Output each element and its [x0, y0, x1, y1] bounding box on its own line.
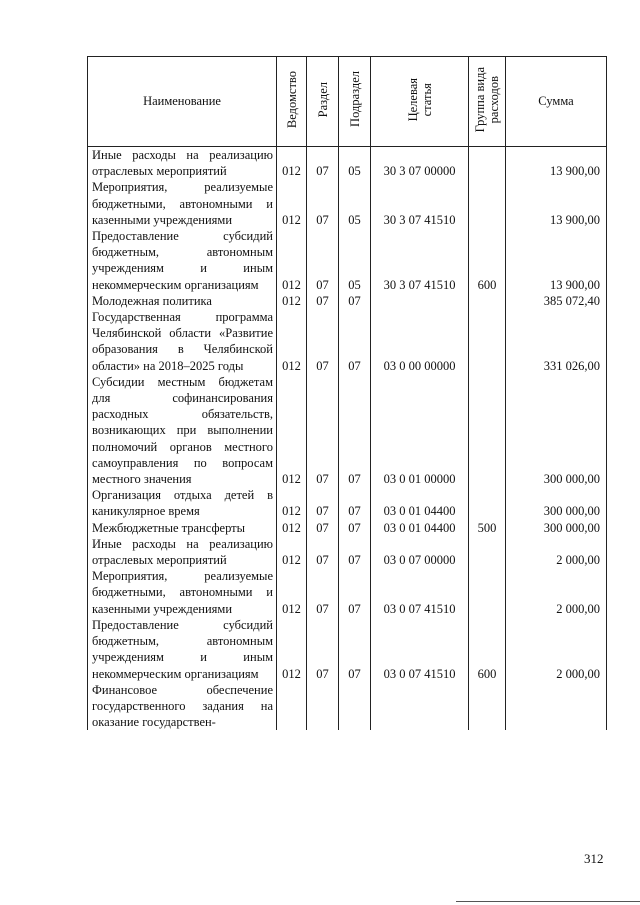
header-expense-type: Группа вида расходов [469, 57, 506, 147]
cell-section [307, 682, 339, 731]
cell-amount: 331 026,00 [506, 309, 607, 374]
cell-name: Субсидии местным бюджетам для софинансирования расходных обязательств, возникающих при выполнении полномочий органов местного самоуправления по вопросам местного значения [88, 374, 277, 487]
cell-section: 07 [307, 536, 339, 568]
cell-subsection: 05 [339, 228, 371, 293]
cell-subsection: 07 [339, 520, 371, 536]
bottom-rule [456, 901, 640, 902]
table-row [88, 228, 607, 293]
cell-target [371, 293, 469, 309]
table-row [88, 179, 607, 228]
cell-target [371, 682, 469, 731]
cell-section: 07 [307, 147, 339, 180]
cell-target: 03 0 00 00000 [371, 309, 469, 374]
table-row [88, 682, 607, 731]
cell-dept: 012 [277, 487, 307, 519]
cell-dept: 012 [277, 374, 307, 487]
table-row [88, 293, 607, 309]
cell-section: 07 [307, 520, 339, 536]
cell-target: 03 0 07 41510 [371, 617, 469, 682]
table-row [88, 568, 607, 617]
cell-section: 07 [307, 228, 339, 293]
cell-expense-type [469, 487, 506, 519]
cell-dept: 012 [277, 568, 307, 617]
cell-dept: 012 [277, 147, 307, 180]
cell-dept: 012 [277, 293, 307, 309]
cell-amount: 2 000,00 [506, 536, 607, 568]
cell-section: 07 [307, 568, 339, 617]
table-row [88, 487, 607, 519]
cell-dept: 012 [277, 536, 307, 568]
cell-name: Иные расходы на реализацию отраслевых мероприятий [88, 147, 277, 180]
cell-dept: 012 [277, 309, 307, 374]
table-row [88, 309, 607, 374]
cell-expense-type [469, 147, 506, 180]
cell-name: Иные расходы на реализацию отраслевых мероприятий [88, 536, 277, 568]
cell-name: Финансовое обеспечение государственного задания на оказание государствен- [88, 682, 277, 731]
cell-subsection: 05 [339, 147, 371, 180]
cell-dept [277, 682, 307, 731]
cell-expense-type [469, 374, 506, 487]
cell-name: Межбюджетные трансферты [88, 520, 277, 536]
cell-subsection: 07 [339, 617, 371, 682]
cell-subsection: 07 [339, 374, 371, 487]
cell-subsection [339, 682, 371, 731]
cell-subsection: 07 [339, 309, 371, 374]
cell-amount: 2 000,00 [506, 617, 607, 682]
cell-expense-type [469, 309, 506, 374]
cell-subsection: 07 [339, 293, 371, 309]
cell-expense-type [469, 179, 506, 228]
cell-name: Мероприятия, реализуемые бюджетными, автономными и казенными учреждениями [88, 568, 277, 617]
cell-expense-type [469, 293, 506, 309]
header-target: Целевая статья [371, 57, 469, 147]
cell-amount: 13 900,00 [506, 147, 607, 180]
cell-target: 03 0 01 04400 [371, 487, 469, 519]
cell-name: Молодежная политика [88, 293, 277, 309]
cell-name: Государственная программа Челябинской области «Развитие образования в Челябинской области» на 2018–2025 годы [88, 309, 277, 374]
cell-amount: 300 000,00 [506, 374, 607, 487]
cell-expense-type: 500 [469, 520, 506, 536]
cell-section: 07 [307, 179, 339, 228]
table-row [88, 147, 607, 180]
cell-amount: 13 900,00 [506, 228, 607, 293]
header-section: Раздел [307, 57, 339, 147]
table-row [88, 520, 607, 536]
cell-dept: 012 [277, 617, 307, 682]
cell-subsection: 05 [339, 179, 371, 228]
cell-subsection: 07 [339, 487, 371, 519]
cell-amount: 300 000,00 [506, 520, 607, 536]
cell-expense-type [469, 568, 506, 617]
cell-subsection: 07 [339, 536, 371, 568]
cell-expense-type [469, 682, 506, 731]
cell-target: 03 0 07 00000 [371, 536, 469, 568]
cell-section: 07 [307, 309, 339, 374]
cell-target: 03 0 01 00000 [371, 374, 469, 487]
page-number: 312 [584, 851, 604, 866]
cell-name: Мероприятия, реализуемые бюджетными, автономными и казенными учреждениями [88, 179, 277, 228]
header-name: Наименование [88, 57, 277, 147]
cell-expense-type: 600 [469, 617, 506, 682]
header-dept: Ведомство [277, 57, 307, 147]
cell-section: 07 [307, 374, 339, 487]
cell-target: 03 0 07 41510 [371, 568, 469, 617]
cell-name: Организация отдыха детей в каникулярное время [88, 487, 277, 519]
cell-dept: 012 [277, 228, 307, 293]
cell-section: 07 [307, 617, 339, 682]
cell-expense-type [469, 536, 506, 568]
cell-amount [506, 682, 607, 731]
cell-section: 07 [307, 487, 339, 519]
cell-expense-type: 600 [469, 228, 506, 293]
cell-dept: 012 [277, 179, 307, 228]
table-header-row [88, 57, 607, 147]
cell-target: 03 0 01 04400 [371, 520, 469, 536]
budget-table [87, 56, 607, 730]
header-subsection: Подраздел [339, 57, 371, 147]
cell-name: Предоставление субсидий бюджетным, автономным учреждениям и иным некоммерческим организациям [88, 617, 277, 682]
cell-amount: 300 000,00 [506, 487, 607, 519]
cell-amount: 13 900,00 [506, 179, 607, 228]
cell-dept: 012 [277, 520, 307, 536]
cell-target: 30 3 07 41510 [371, 228, 469, 293]
table-body [88, 147, 607, 731]
header-amount: Сумма [506, 57, 607, 147]
table-row [88, 536, 607, 568]
cell-amount: 2 000,00 [506, 568, 607, 617]
cell-section: 07 [307, 293, 339, 309]
cell-target: 30 3 07 00000 [371, 147, 469, 180]
cell-target: 30 3 07 41510 [371, 179, 469, 228]
table-row [88, 617, 607, 682]
cell-amount: 385 072,40 [506, 293, 607, 309]
table-row [88, 374, 607, 487]
cell-subsection: 07 [339, 568, 371, 617]
cell-name: Предоставление субсидий бюджетным, автономным учреждениям и иным некоммерческим организациям [88, 228, 277, 293]
